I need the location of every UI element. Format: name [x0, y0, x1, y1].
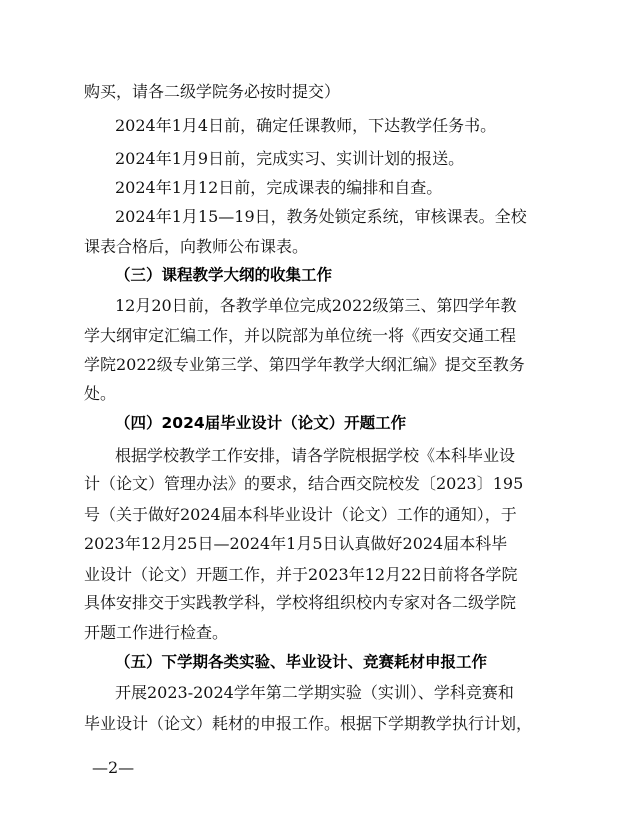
paragraph-line: 2024年1月12日前，完成课表的编排和自查。: [115, 178, 443, 197]
paragraph-line: 号（关于做好2024届本科毕业设计（论文）工作的通知），于: [84, 505, 517, 524]
page-number: —2—: [92, 758, 135, 777]
paragraph-line: 2024年1月15—19日，教务处锁定系统，审核课表。全校: [115, 207, 527, 226]
paragraph-line: 购买，请各二级学院务必按时提交）: [84, 82, 341, 101]
paragraph-line: 毕业设计（论文）耗材的申报工作。根据下学期教学执行计划，: [84, 714, 533, 733]
section-heading-graduation-design: （四）2024届毕业设计（论文）开题工作: [115, 414, 407, 432]
paragraph-line: 课表合格后，向教师公布课表。: [84, 237, 309, 256]
paragraph-line: 开展2023-2024学年第二学期实验（实训）、学科竞赛和: [115, 683, 514, 702]
section-heading-consumables: （五）下学期各类实验、毕业设计、竞赛耗材申报工作: [115, 653, 488, 671]
paragraph-line: 2023年12月25日—2024年1月5日认真做好2024届本科毕: [84, 534, 508, 553]
paragraph-line: 处。: [84, 384, 117, 403]
paragraph-line: 业设计（论文）开题工作，并于2023年12月22日前将各学院: [84, 565, 518, 584]
paragraph-line: 12月20日前，各教学单位完成2022级第三、第四学年教: [115, 296, 517, 315]
paragraph-line: 计（论文）管理办法》的要求，结合西交院校发〔2023〕195: [84, 474, 524, 493]
paragraph-line: 具体安排交于实践教学科，学校将组织校内专家对各二级学院: [84, 593, 517, 612]
paragraph-line: 根据学校教学工作安排，请各学院根据学校《本科毕业设: [115, 446, 516, 465]
paragraph-line: 学大纲审定汇编工作，并以院部为单位统一将《西安交通工程: [84, 326, 517, 345]
paragraph-line: 学院2022级专业第三学、第四学年教学大纲汇编》提交至教务: [84, 355, 525, 374]
paragraph-line: 2024年1月4日前，确定任课教师，下达教学任务书。: [115, 116, 497, 135]
paragraph-line: 2024年1月9日前，完成实习、实训计划的报送。: [115, 149, 465, 168]
paragraph-line: 开题工作进行检查。: [84, 623, 229, 642]
section-heading-syllabus: （三）课程教学大纲的收集工作: [115, 266, 333, 284]
